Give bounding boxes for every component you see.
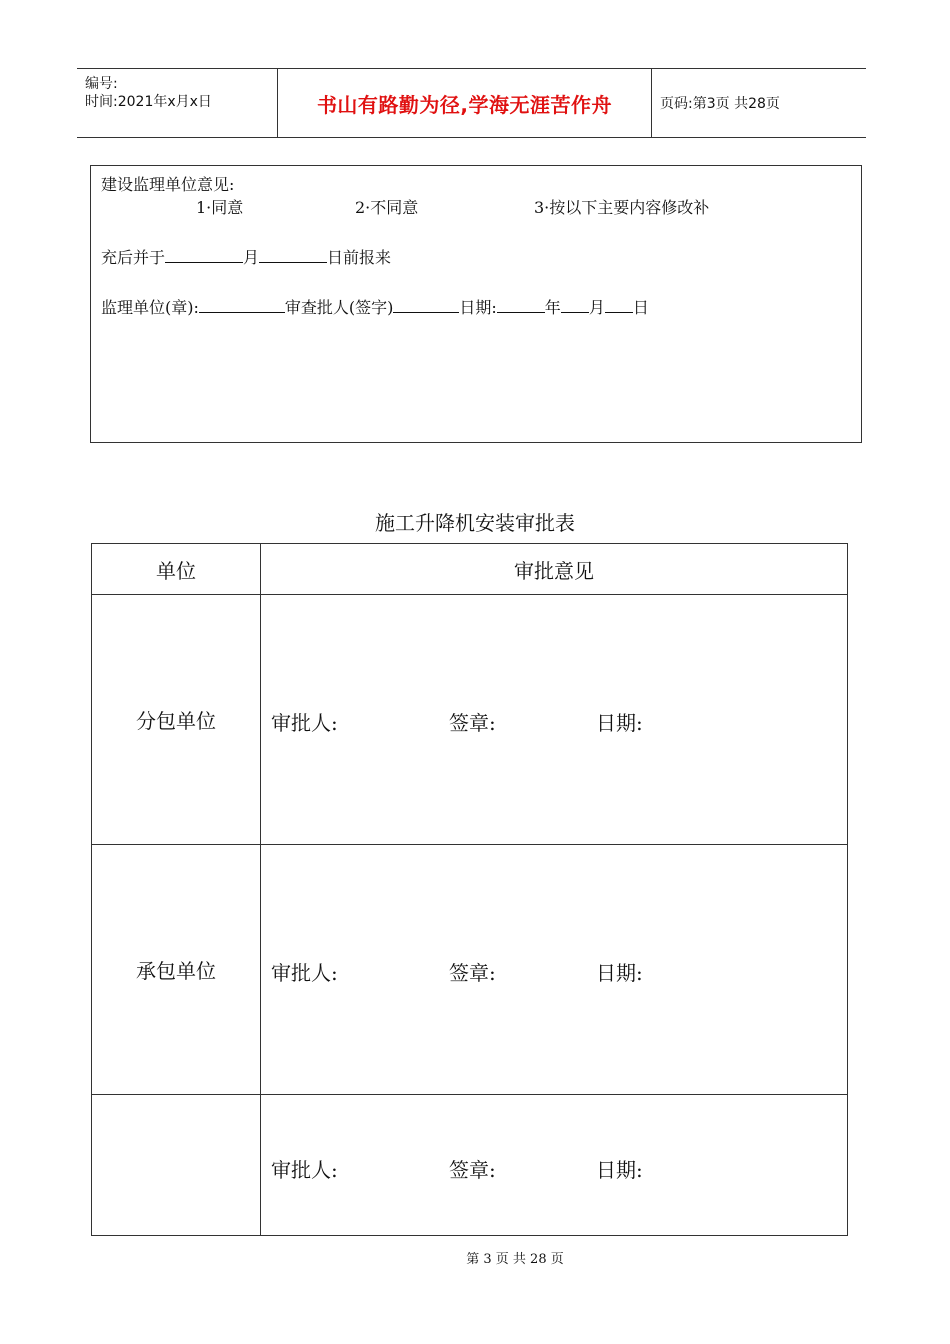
month-blank-2 [561,298,589,313]
day-blank-2 [605,298,633,313]
opinion-cell[interactable] [261,1095,848,1236]
table-title: 施工升降机安装审批表 [375,511,575,535]
supervision-opinion-box [90,165,862,443]
approver-label: 审批人: [271,1158,338,1182]
page-footer: 第 3 页 共 28 页 [466,1252,564,1267]
seal-label: 签章: [449,711,496,735]
unit-seal-blank [199,298,285,313]
date-label: 日期: [596,961,643,985]
seal-label: 签章: [449,1158,496,1182]
approval-table [91,543,848,1236]
document-time-label: 时间:2021年x月x日 [85,94,212,110]
year-label: 年 [544,298,561,317]
opinion-cell[interactable] [261,845,848,1095]
unit-cell [92,1095,261,1236]
approver-label: 审批人: [271,711,338,735]
header-motto: 书山有路勤为径,学海无涯苦作舟 [316,92,613,117]
deadline-text-c: 日前报来 [327,248,392,267]
header-meta [77,69,277,137]
reviewer-blank [393,298,459,313]
column-header-opinion: 审批意见 [261,544,848,595]
day-label: 日 [632,298,649,317]
deadline-text-a: 充后并于 [101,248,166,267]
supervision-unit-label: 监理单位(章): [101,298,199,317]
header-motto-cell [277,69,652,137]
column-header-unit: 单位 [92,544,261,595]
table-row [92,1095,848,1236]
unit-cell: 分包单位 [92,595,261,845]
header-page-info: 页码:第3页 共28页 [660,96,780,112]
supervision-heading: 建设监理单位意见: [101,175,235,194]
option-revise: 3·按以下主要内容修改补 [534,198,710,217]
option-agree: 1·同意 [196,198,244,217]
table-header-row [92,544,848,595]
date-label: 日期: [596,1158,643,1182]
deadline-line [101,245,391,268]
approver-label: 审批人: [271,961,338,985]
year-blank [497,298,545,313]
month-label: 月 [588,298,605,317]
signature-line [101,295,649,318]
reviewer-label: 审查批人(签字) [284,298,394,317]
table-row [92,595,848,845]
date-label: 日期: [459,298,497,317]
document-number-label: 编号: [85,76,118,92]
page-header [77,68,866,138]
opinion-cell[interactable] [261,595,848,845]
day-blank [259,248,327,263]
table-row [92,845,848,1095]
month-blank [165,248,243,263]
unit-cell: 承包单位 [92,845,261,1095]
seal-label: 签章: [449,961,496,985]
deadline-text-b: 月 [243,248,260,267]
date-label: 日期: [596,711,643,735]
option-disagree: 2·不同意 [355,198,419,217]
